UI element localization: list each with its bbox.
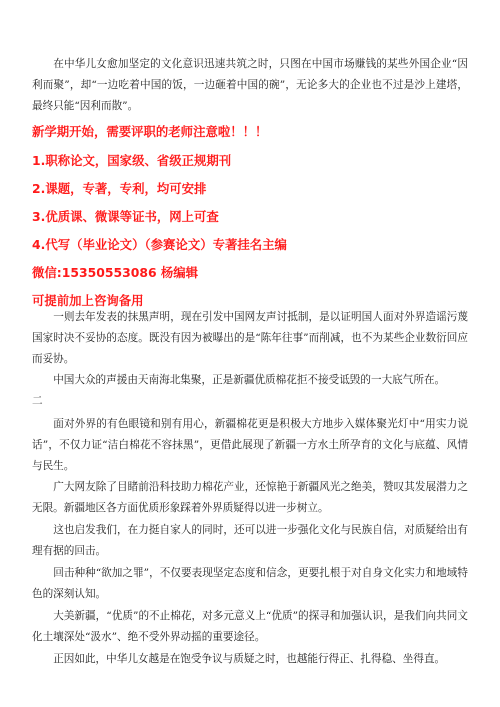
body-paragraph-6: 回击种种“欲加之罪”，不仅要表现坚定态度和信念，更要扎根于对自身文化实力和地域特色的深刻认知。 (32, 567, 468, 600)
body-paragraph-2: 中国大众的声援由天南海北集聚，正是新疆优质棉花拒不接受诋毁的一大底气所在。 (53, 374, 446, 386)
promo-headline: 新学期开始，需要评职的老师注意啦！！！ (32, 124, 268, 139)
body-paragraph-5: 这也启发我们，在力挺自家人的同时，还可以进一步强化文化与民族自信，对质疑给出有理有据的回击。 (32, 524, 468, 557)
promo-item-3: 3.优质课、微课等证书，网上可查 (32, 209, 219, 224)
promo-contact: 微信:15350553086 杨编辑 (32, 265, 199, 280)
promo-item-4: 4.代写（毕业论文）（参赛论文）专著挂名主编 (32, 237, 287, 252)
section-number: 二 (32, 395, 43, 407)
promo-note: 可提前加上咨询备用 (32, 293, 144, 308)
promo-item-2: 2.课题，专著，专利，均可安排 (32, 181, 207, 196)
intro-paragraph: 在中华儿女愈加坚定的文化意识迅速共筑之时，只图在中国市场赚钱的某些外国企业“因利而聚”，却“一边吃着中国的饭，一边砸着中国的碗”，无论多大的企业也不过是沙上建塔，最终只能“因利而散”。 (32, 58, 468, 112)
body-paragraph-8: 正因如此，中华儿女越是在饱受争议与质疑之时，也越能行得正、扎得稳、坐得直。 (53, 653, 446, 665)
body-paragraph-1: 一则去年发表的抹黑声明，现在引发中国网友声讨抵制，是以证明国人面对外界造谣污蔑国家时决不妥协的态度。既没有因为被曝出的是“陈年往事”而削减，也不为某些企业数衍回应而妥协。 (32, 311, 468, 365)
body-paragraph-7: 大美新疆，“优质”的不止棉花，对多元意义上“优质”的探寻和加强认识，是我们向共同文化土壤深处“汲水”、绝不受外界动摇的重要途径。 (32, 610, 468, 643)
body-paragraph-4: 广大网友除了目睹前沿科技助力棉花产业，还惊艳于新疆风光之绝美，赞叹其发展潜力之无限。新疆地区各方面优质形象踩着外界质疑得以进一步树立。 (32, 481, 468, 514)
promo-item-1: 1.职称论文，国家级、省级正规期刊 (32, 153, 232, 168)
body-paragraph-3: 面对外界的有色眼镜和别有用心，新疆棉花更是积极大方地步入媒体聚光灯中“用实力说话”，不仅力证“洁白棉花不容抹黑”，更借此展现了新疆一方水土所孕育的文化与底蕴、风情与民生。 (32, 418, 468, 472)
